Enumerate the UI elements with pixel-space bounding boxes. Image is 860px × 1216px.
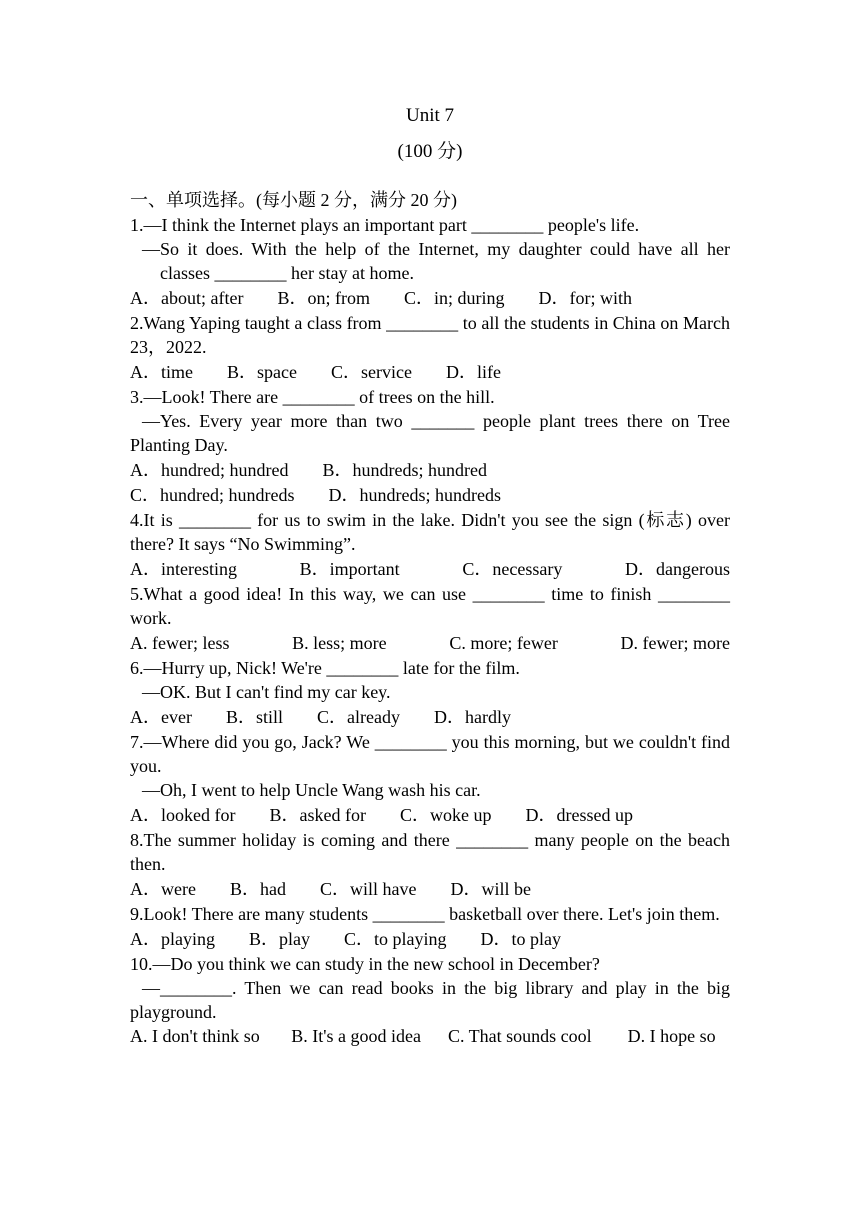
question-options (130, 927, 730, 951)
option-a: A. I don't think so (130, 1026, 260, 1046)
question-dialog: —Oh, I went to help Uncle Wang wash his car. (142, 780, 481, 800)
question-stem: 3.—Look! There are ________ of trees on the hill. (130, 387, 495, 407)
question-stem: 5.What a good idea! In this way, we can use ________ time to finish ________ work. (130, 584, 730, 628)
question-dialog: —OK. But I can't find my car key. (142, 682, 391, 702)
question-options (130, 557, 730, 581)
total-score: (100 分) (397, 141, 463, 162)
option-a: A．time (130, 362, 193, 382)
question-options (130, 360, 730, 384)
question-stem: 8.The summer holiday is coming and there ________ many people on the beach then. (130, 830, 730, 874)
exam-content (130, 104, 730, 1048)
option-c: C．will have (319, 879, 417, 899)
question-1 (130, 213, 730, 285)
option-b: B. less; more (292, 633, 387, 653)
question-dialog: —________. Then we can read books in the big library and play in the big playground. (130, 978, 730, 1022)
question-8 (130, 828, 730, 876)
option-b: B．asked for (269, 805, 366, 825)
option-c: C. more; fewer (449, 633, 558, 653)
option-a: A．about; after (130, 288, 244, 308)
question-options (130, 877, 730, 901)
option-b: B．important (299, 559, 400, 579)
question-7 (130, 730, 730, 802)
option-b: B．had (229, 879, 286, 899)
option-b: B．hundreds; hundred (322, 460, 487, 480)
option-d: D. I hope so (627, 1026, 716, 1046)
option-d: D．dressed up (525, 805, 633, 825)
option-c: C. That sounds cool (447, 1026, 592, 1046)
question-options (130, 458, 730, 482)
question-10 (130, 952, 730, 1024)
option-b: B．still (225, 707, 283, 727)
question-stem: 4.It is ________ for us to swim in the lake. Didn't you see the sign (标志) over there? It says “No Swimming”. (130, 510, 730, 554)
option-a: A．interesting (130, 559, 237, 579)
option-c: C．necessary (462, 559, 563, 579)
option-c: C．already (317, 707, 400, 727)
option-d: D. fewer; more (620, 633, 730, 653)
question-options (130, 286, 730, 310)
option-c: C．in; during (403, 288, 505, 308)
question-5 (130, 582, 730, 630)
question-dialog: —So it does. With the help of the Internet, my daughter could have all her classes ________ her stay at home. (142, 239, 730, 283)
option-a: A. fewer; less (130, 633, 230, 653)
option-a: A．hundred; hundred (130, 460, 289, 480)
option-b: B．play (249, 929, 310, 949)
question-options (130, 803, 730, 827)
option-d: D．hardly (433, 707, 511, 727)
option-a: A．were (130, 879, 196, 899)
option-c: C．service (330, 362, 412, 382)
option-c: C．hundred; hundreds (130, 485, 295, 505)
section-heading: 一、单项选择。(每小题 2 分，满分 20 分) (130, 190, 457, 210)
option-c: C．woke up (399, 805, 492, 825)
question-4 (130, 508, 730, 556)
question-6 (130, 656, 730, 704)
question-stem: 1.—I think the Internet plays an important part ________ people's life. (130, 215, 640, 235)
question-3 (130, 385, 730, 457)
question-stem: 6.—Hurry up, Nick! We're ________ late for the film. (130, 658, 520, 678)
option-d: D．will be (450, 879, 531, 899)
option-a: A．ever (130, 707, 192, 727)
question-stem: 10.—Do you think we can study in the new school in December? (130, 954, 600, 974)
option-c: C．to playing (344, 929, 447, 949)
question-2 (130, 311, 730, 359)
option-b: B．on; from (277, 288, 370, 308)
page-title: Unit 7 (405, 105, 455, 126)
question-dialog: —Yes. Every year more than two _______ people plant trees there on Tree Planting Day. (130, 411, 730, 455)
question-stem: 7.—Where did you go, Jack? We ________ you this morning, but we couldn't find you. (130, 732, 730, 776)
option-d: D．life (445, 362, 501, 382)
question-options (130, 705, 730, 729)
question-9 (130, 902, 730, 926)
question-options (130, 1024, 730, 1048)
option-d: D．for; with (538, 288, 632, 308)
option-d: D．hundreds; hundreds (328, 485, 501, 505)
question-options (130, 483, 730, 507)
question-stem: 2.Wang Yaping taught a class from ________ to all the students in China on March 23，2022. (130, 313, 730, 357)
question-stem: 9.Look! There are many students ________ basketball over there. Let's join them. (130, 904, 720, 924)
option-d: D．dangerous (625, 559, 730, 579)
option-a: A．looked for (130, 805, 236, 825)
option-a: A．playing (130, 929, 215, 949)
option-d: D．to play (480, 929, 561, 949)
question-options (130, 631, 730, 655)
option-b: B. It's a good idea (291, 1026, 421, 1046)
option-b: B．space (227, 362, 297, 382)
